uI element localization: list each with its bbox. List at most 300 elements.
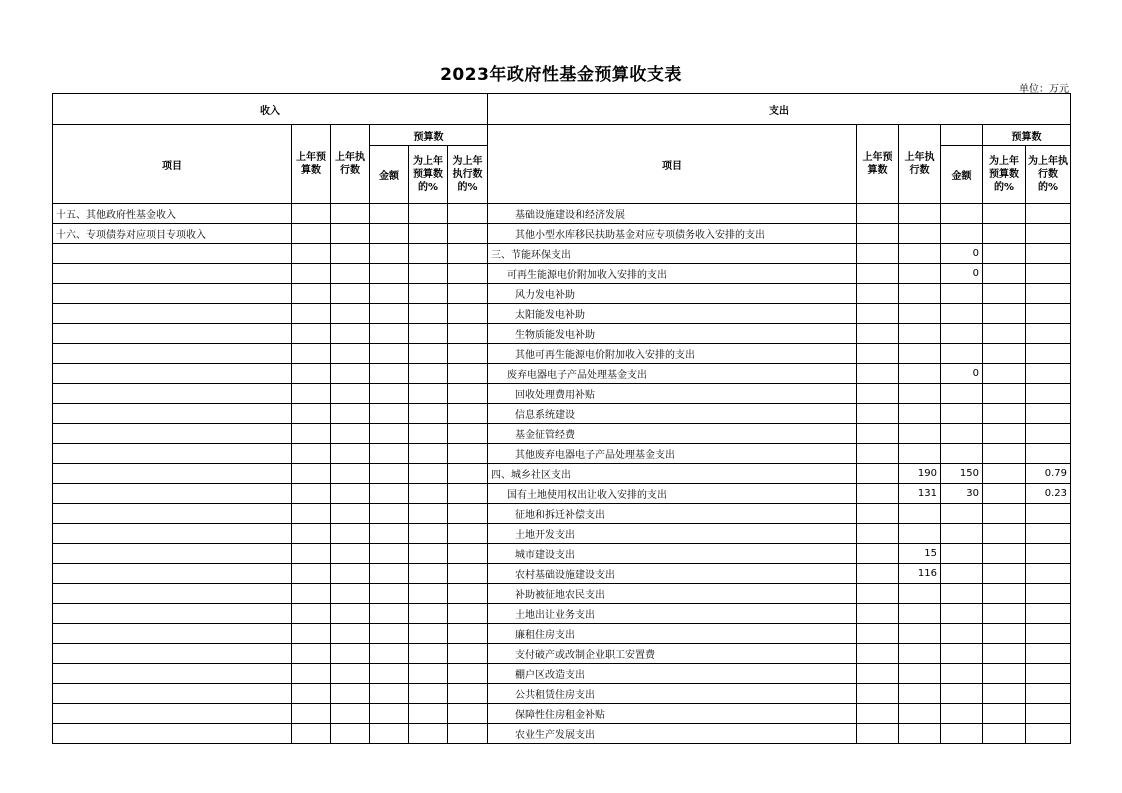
expense-last-budget-cell [857,604,899,624]
header-row-2 [53,125,1071,146]
expense-item-cell: 其他小型水库移民扶助基金对应专项债务收入安排的支出 [488,224,857,244]
expense-last-exec-cell [899,444,941,464]
expense-pct-budget-cell [983,704,1026,724]
expense-item-cell: 其他废弃电器电子产品处理基金支出 [488,444,857,464]
expense-pct-exec-cell [1026,664,1071,684]
income-pct-budget-cell [409,464,448,484]
income-amount-cell [370,524,409,544]
expense-last-budget-cell [857,384,899,404]
expense-item-cell: 太阳能发电补助 [488,304,857,324]
expense-last-budget-cell [857,224,899,244]
income-item-header: 项目 [53,125,292,204]
income-pct-exec-cell [448,304,488,324]
income-last-budget-cell [292,604,331,624]
expense-item-cell: 土地出让业务支出 [488,604,857,624]
expense-amount-cell [941,644,983,664]
income-last-exec-cell [331,484,370,504]
income-item-cell [53,524,292,544]
income-pct-budget-cell [409,264,448,284]
income-last-exec-cell [331,444,370,464]
expense-item-header: 项目 [488,125,857,204]
expense-pct-exec-cell [1026,344,1071,364]
expense-item-cell: 其他可再生能源电价附加收入安排的支出 [488,344,857,364]
expense-last-exec-cell [899,204,941,224]
expense-pct-exec-cell [1026,284,1071,304]
income-amount-cell [370,724,409,744]
expense-pct-exec-cell [1026,524,1071,544]
expense-amount-header: 金额 [941,146,983,204]
income-last-exec-cell [331,644,370,664]
income-pct-budget-cell [409,484,448,504]
expense-pct-exec-cell [1026,684,1071,704]
expense-amount-cell: 0 [941,244,983,264]
income-last-exec-cell [331,624,370,644]
table-row [53,464,1071,484]
expense-pct-budget-cell [983,464,1026,484]
expense-last-exec-cell [899,704,941,724]
income-last-budget-cell [292,244,331,264]
expense-pct-budget-cell [983,424,1026,444]
table-row [53,404,1071,424]
income-pct-budget-cell [409,544,448,564]
income-last-exec-cell [331,244,370,264]
table-row [53,704,1071,724]
expense-pct-exec-cell [1026,564,1071,584]
table-row [53,424,1071,444]
expense-pct-budget-cell [983,224,1026,244]
expense-item-cell: 农村基础设施建设支出 [488,564,857,584]
income-pct-exec-cell [448,524,488,544]
expense-amount-cell [941,604,983,624]
income-item-cell: 十六、专项债券对应项目专项收入 [53,224,292,244]
expense-amount-cell [941,544,983,564]
income-last-exec-cell [331,224,370,244]
table-row [53,264,1071,284]
income-last-budget-header: 上年预算数 [292,125,331,204]
expense-last-budget-cell [857,364,899,384]
income-last-exec-cell [331,604,370,624]
expense-amount-cell [941,664,983,684]
expense-amount-cell [941,304,983,324]
income-header: 收入 [53,94,488,125]
income-pct-budget-cell [409,404,448,424]
income-pct-budget-cell [409,684,448,704]
expense-amount-cell [941,504,983,524]
table-row [53,644,1071,664]
expense-pct-exec-cell [1026,724,1071,744]
income-last-budget-cell [292,644,331,664]
expense-pct-exec-cell [1026,604,1071,624]
income-last-budget-cell [292,364,331,384]
income-last-exec-cell [331,284,370,304]
income-last-exec-cell [331,404,370,424]
income-pct-budget-cell [409,704,448,724]
expense-amount-cell [941,224,983,244]
expense-amount-cell: 150 [941,464,983,484]
table-row [53,284,1071,304]
expense-last-budget-cell [857,704,899,724]
expense-last-budget-cell [857,284,899,304]
expense-last-exec-cell [899,624,941,644]
income-last-exec-cell [331,364,370,384]
income-last-exec-cell [331,684,370,704]
income-pct-exec-cell [448,384,488,404]
expense-last-exec-cell [899,664,941,684]
table-row [53,224,1071,244]
income-last-budget-cell [292,304,331,324]
income-pct-budget-cell [409,424,448,444]
income-last-exec-cell [331,384,370,404]
expense-amount-cell [941,624,983,644]
income-last-exec-cell [331,344,370,364]
income-item-cell [53,464,292,484]
income-pct-exec-cell [448,344,488,364]
table-row [53,364,1071,384]
income-amount-cell [370,284,409,304]
income-last-budget-cell [292,624,331,644]
expense-last-budget-cell [857,664,899,684]
income-pct-budget-cell [409,504,448,524]
expense-pct-budget-cell [983,304,1026,324]
income-last-exec-cell [331,504,370,524]
income-last-exec-cell [331,264,370,284]
expense-pct-exec-cell: 0.79 [1026,464,1071,484]
expense-item-cell: 城市建设支出 [488,544,857,564]
expense-pct-budget-cell [983,544,1026,564]
expense-last-budget-cell [857,484,899,504]
income-item-cell [53,664,292,684]
expense-pct-budget-cell [983,484,1026,504]
income-amount-cell [370,404,409,424]
expense-pct-exec-cell [1026,384,1071,404]
income-last-budget-cell [292,324,331,344]
expense-last-budget-cell [857,564,899,584]
income-pct-exec-cell [448,264,488,284]
unit-label: 单位：万元 [1019,84,1069,95]
expense-last-budget-header: 上年预算数 [857,125,899,204]
expense-amount-cell [941,684,983,704]
income-amount-cell [370,604,409,624]
income-item-cell [53,704,292,724]
expense-last-exec-cell [899,364,941,384]
income-item-cell [53,564,292,584]
expense-last-exec-cell [899,644,941,664]
expense-pct-budget-cell [983,364,1026,384]
income-item-cell [53,384,292,404]
income-pct-exec-cell [448,564,488,584]
expense-pct-budget-cell [983,664,1026,684]
table-row [53,624,1071,644]
income-amount-cell [370,304,409,324]
expense-amount-cell [941,204,983,224]
income-last-exec-cell [331,324,370,344]
income-item-cell [53,724,292,744]
expense-last-exec-cell [899,404,941,424]
income-item-cell [53,404,292,424]
income-item-cell [53,624,292,644]
income-item-cell [53,604,292,624]
income-item-cell [53,364,292,384]
income-amount-cell [370,664,409,684]
income-last-budget-cell [292,684,331,704]
income-amount-cell [370,204,409,224]
expense-last-budget-cell [857,624,899,644]
table-row [53,304,1071,324]
expense-last-budget-cell [857,304,899,324]
income-last-budget-cell [292,664,331,684]
income-pct-exec-cell [448,624,488,644]
income-item-cell [53,504,292,524]
expense-last-budget-cell [857,544,899,564]
income-pct-budget-cell [409,324,448,344]
table-row [53,544,1071,564]
expense-last-exec-cell: 15 [899,544,941,564]
income-last-exec-header: 上年执行数 [331,125,370,204]
income-pct-budget-cell [409,624,448,644]
income-pct-exec-cell [448,504,488,524]
income-last-exec-cell [331,524,370,544]
expense-last-budget-cell [857,644,899,664]
expense-amount-cell [941,284,983,304]
expense-amount-cell [941,404,983,424]
income-pct-exec-cell [448,324,488,344]
income-pct-budget-cell [409,444,448,464]
table-row [53,324,1071,344]
expense-pct-exec-cell [1026,504,1071,524]
income-amount-header: 金额 [370,146,409,204]
income-last-exec-cell [331,704,370,724]
income-last-budget-cell [292,204,331,224]
income-last-budget-cell [292,384,331,404]
expense-last-exec-header: 上年执行数 [899,125,941,204]
expense-pct-exec-cell [1026,624,1071,644]
expense-item-cell: 基础设施建设和经济发展 [488,204,857,224]
expense-last-exec-cell [899,604,941,624]
expense-pct-exec-cell [1026,544,1071,564]
income-item-cell [53,644,292,664]
expense-pct-budget-cell [983,724,1026,744]
income-pct-budget-cell [409,204,448,224]
expense-budget-group-header: 预算数 [983,125,1071,146]
expense-pct-budget-cell [983,204,1026,224]
income-amount-cell [370,364,409,384]
expense-last-exec-cell [899,684,941,704]
expense-pct-budget-cell [983,524,1026,544]
expense-item-cell: 四、城乡社区支出 [488,464,857,484]
expense-item-cell: 棚户区改造支出 [488,664,857,684]
income-last-exec-cell [331,204,370,224]
table-row [53,344,1071,364]
expense-pct-exec-cell [1026,244,1071,264]
expense-amount-cell [941,344,983,364]
expense-item-cell: 国有土地使用权出让收入安排的支出 [488,484,857,504]
expense-item-cell: 可再生能源电价附加收入安排的支出 [488,264,857,284]
income-last-budget-cell [292,424,331,444]
expense-pct-budget-cell [983,404,1026,424]
income-last-budget-cell [292,564,331,584]
income-last-budget-cell [292,464,331,484]
expense-amount-cell [941,324,983,344]
income-item-cell [53,684,292,704]
expense-last-exec-cell [899,424,941,444]
table-row [53,384,1071,404]
expense-last-budget-cell [857,264,899,284]
expense-pct-budget-cell [983,284,1026,304]
expense-item-cell: 废弃电器电子产品处理基金支出 [488,364,857,384]
expense-item-cell: 生物质能发电补助 [488,324,857,344]
income-pct-budget-cell [409,304,448,324]
budget-table [52,93,1071,744]
income-item-cell [53,264,292,284]
income-last-budget-cell [292,544,331,564]
expense-item-cell: 风力发电补助 [488,284,857,304]
expense-pct-exec-cell: 0.23 [1026,484,1071,504]
income-amount-cell [370,644,409,664]
header-row-1 [53,94,1071,125]
expense-pct-exec-cell [1026,704,1071,724]
income-pct-exec-cell [448,724,488,744]
income-pct-budget-cell [409,724,448,744]
income-amount-cell [370,324,409,344]
table-row [53,244,1071,264]
expense-last-exec-cell [899,504,941,524]
income-item-cell [53,304,292,324]
income-last-exec-cell [331,564,370,584]
income-item-cell [53,424,292,444]
income-amount-cell [370,544,409,564]
income-amount-cell [370,564,409,584]
expense-item-cell: 保障性住房租金补贴 [488,704,857,724]
expense-amount-cell [941,444,983,464]
expense-item-cell: 补助被征地农民支出 [488,584,857,604]
expense-last-budget-cell [857,344,899,364]
expense-last-exec-cell [899,324,941,344]
expense-last-exec-cell [899,264,941,284]
expense-last-exec-cell [899,724,941,744]
income-last-exec-cell [331,724,370,744]
income-pct-budget-cell [409,584,448,604]
expense-pct-exec-cell [1026,584,1071,604]
income-amount-cell [370,704,409,724]
expense-last-budget-cell [857,464,899,484]
income-pct-budget-cell [409,524,448,544]
income-budget-group-header: 预算数 [370,125,488,146]
expense-last-exec-cell: 190 [899,464,941,484]
table-row [53,524,1071,544]
income-pct-budget-cell [409,384,448,404]
income-amount-cell [370,584,409,604]
expense-amount-cell [941,524,983,544]
income-last-budget-cell [292,344,331,364]
income-pct-exec-cell [448,284,488,304]
income-pct-exec-cell [448,404,488,424]
income-amount-cell [370,344,409,364]
income-last-exec-cell [331,424,370,444]
income-item-cell [53,584,292,604]
expense-last-budget-cell [857,324,899,344]
income-pct-exec-cell [448,684,488,704]
expense-last-budget-cell [857,504,899,524]
income-item-cell [53,284,292,304]
income-item-cell: 十五、其他政府性基金收入 [53,204,292,224]
expense-amount-cell [941,704,983,724]
income-amount-cell [370,444,409,464]
expense-last-exec-cell [899,584,941,604]
expense-pct-exec-cell [1026,264,1071,284]
expense-pct-budget-cell [983,324,1026,344]
income-pct-exec-cell [448,364,488,384]
income-pct-exec-cell [448,244,488,264]
expense-pct-exec-cell [1026,424,1071,444]
income-amount-cell [370,264,409,284]
expense-pct-exec-cell [1026,404,1071,424]
income-pct-budget-cell [409,284,448,304]
expense-last-exec-cell [899,304,941,324]
income-last-budget-cell [292,284,331,304]
table-row [53,684,1071,704]
expense-last-exec-cell: 131 [899,484,941,504]
expense-pct-exec-header: 为上年执行数的% [1026,146,1071,204]
income-last-exec-cell [331,544,370,564]
income-pct-exec-cell [448,464,488,484]
table-row [53,564,1071,584]
income-pct-exec-cell [448,204,488,224]
expense-pct-exec-cell [1026,444,1071,464]
table-row [53,484,1071,504]
income-pct-exec-cell [448,704,488,724]
income-pct-budget-cell [409,604,448,624]
income-last-budget-cell [292,504,331,524]
income-pct-budget-cell [409,364,448,384]
table-row [53,724,1071,744]
expense-last-exec-cell [899,224,941,244]
income-item-cell [53,484,292,504]
expense-pct-budget-cell [983,244,1026,264]
table-row [53,444,1071,464]
page-title: 2023年政府性基金预算收支表 [440,65,682,85]
income-pct-budget-cell [409,224,448,244]
income-last-budget-cell [292,524,331,544]
table-row [53,664,1071,684]
income-amount-cell [370,684,409,704]
expense-last-budget-cell [857,244,899,264]
income-pct-exec-cell [448,484,488,504]
income-amount-cell [370,484,409,504]
income-pct-budget-cell [409,564,448,584]
income-item-cell [53,544,292,564]
table-row [53,604,1071,624]
income-pct-budget-cell [409,344,448,364]
expense-pct-budget-cell [983,384,1026,404]
income-pct-exec-header: 为上年执行数的% [448,146,488,204]
expense-pct-exec-cell [1026,324,1071,344]
table-row [53,584,1071,604]
income-last-budget-cell [292,224,331,244]
expense-item-cell: 廉租住房支出 [488,624,857,644]
expense-pct-exec-cell [1026,204,1071,224]
income-pct-exec-cell [448,604,488,624]
income-pct-budget-header: 为上年预算数的% [409,146,448,204]
expense-item-cell: 征地和拆迁补偿支出 [488,504,857,524]
expense-amount-cell: 30 [941,484,983,504]
expense-amount-cell: 0 [941,364,983,384]
expense-pct-budget-header: 为上年预算数的% [983,146,1026,204]
expense-last-exec-cell [899,244,941,264]
expense-pct-budget-cell [983,564,1026,584]
expense-last-exec-cell [899,284,941,304]
table-row [53,504,1071,524]
income-last-budget-cell [292,584,331,604]
